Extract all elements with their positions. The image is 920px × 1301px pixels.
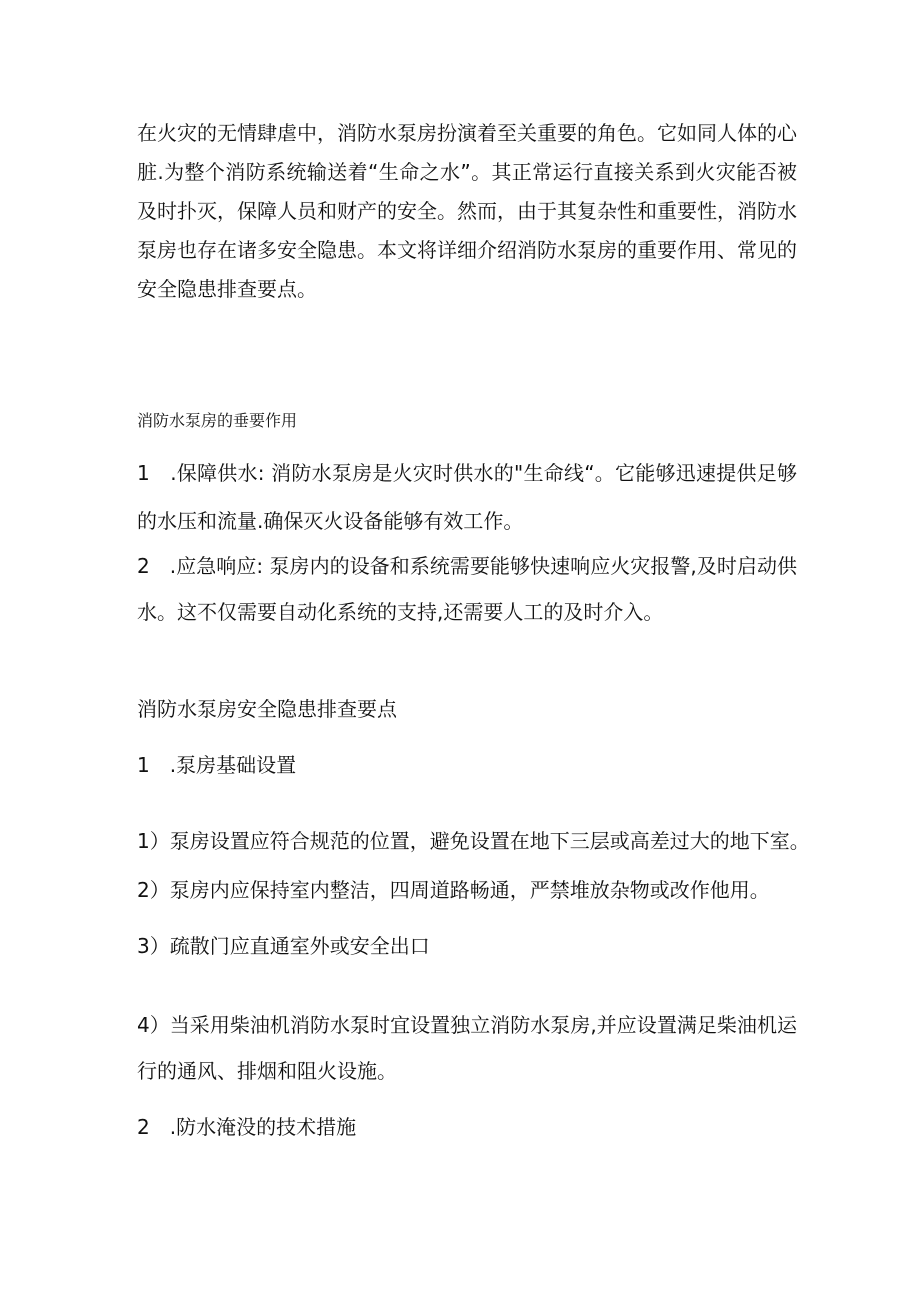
section-heading-importance: 消防水泵房的垂要作用 [137, 411, 298, 430]
intro-paragraph: 在火灾的无情肆虐中，消防水泵房扮演着至关重要的角色。它如同人体的心脏.为整个消防系统输送着“生命之水”。其正常运行直接关系到火灾能否被及时扑灭，保障人员和财产的安全。然而，由于其复杂性和重要性，消防水泵房也存在诸多安全隐患。本文将详细介绍消防水泵房的重要作用、常见的安全隐患排查要点。 [137, 121, 797, 301]
list-item-water-supply: 1 .保障供水: 消防水泵房是火灾时供水的"生命线“。它能够迅速提供足够的水压和流量.确保灭火设备能够有效工作。 [137, 461, 797, 533]
subheading-flood-prevention: 2 .防水淹没的技术措施 [137, 1115, 357, 1139]
section-heading-inspection: 消防水泵房安全隐患排查要点 [137, 697, 397, 721]
point-diesel-pump: 4）当采用柴油机消防水泵时宜设置独立消防水泵房,并应设置满足柴油机运行的通风、排烟和阻火设施。 [137, 1013, 797, 1083]
subheading-basic-setup: 1 .泵房基础设置 [137, 753, 297, 777]
point-exit-door: 3）疏散门应直通室外或安全出口 [137, 934, 430, 958]
list-item-emergency-response: 2 .应急响应: 泵房内的设备和系统需要能够快速响应火灾报警,及时启动供水。这不仅需要自动化系统的支持,还需要人工的及时介入。 [137, 554, 797, 624]
point-cleanliness: 2）泵房内应保持室内整洁，四周道路畅通，严禁堆放杂物或改作他用。 [137, 878, 770, 902]
point-location: 1）泵房设置应符合规范的位置，避免设置在地下三层或高差过大的地下室。 [137, 829, 810, 853]
